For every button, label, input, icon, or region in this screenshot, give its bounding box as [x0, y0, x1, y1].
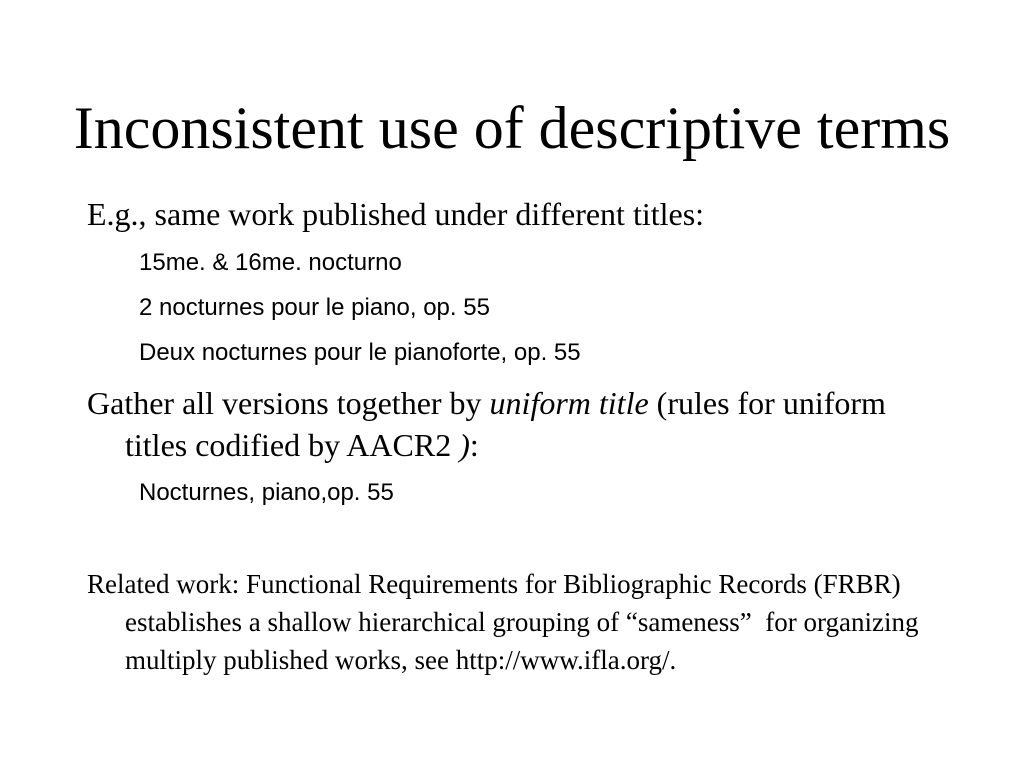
gather-text-middle: (rules for uniform titles codified by AACR2 [125, 385, 886, 463]
gather-text-before: Gather all versions together by [87, 385, 490, 421]
uniform-title-example: Nocturnes, piano,op. 55 [139, 479, 394, 506]
slide-title: Inconsistent use of descriptive terms [73, 95, 951, 161]
gather-text-after: : [469, 427, 479, 463]
gather-close-paren: ) [459, 427, 470, 463]
title-variant-3: Deux nocturnes pour le pianoforte, op. 55 [139, 339, 581, 366]
example-intro: E.g., same work published under different titles: [87, 196, 705, 232]
related-work-paragraph: Related work: Functional Requirements for Bibliographic Records (FRBR) establishes a shallow hierarchical grouping of “sameness” for organizing multiply published works, see http://www.ifla.org/. [87, 569, 919, 675]
title-variant-1: 15me. & 16me. nocturno [139, 249, 402, 276]
title-variant-2: 2 nocturnes pour le piano, op. 55 [139, 294, 490, 321]
gather-paragraph [87, 382, 945, 466]
uniform-title-term: uniform title [489, 385, 649, 421]
